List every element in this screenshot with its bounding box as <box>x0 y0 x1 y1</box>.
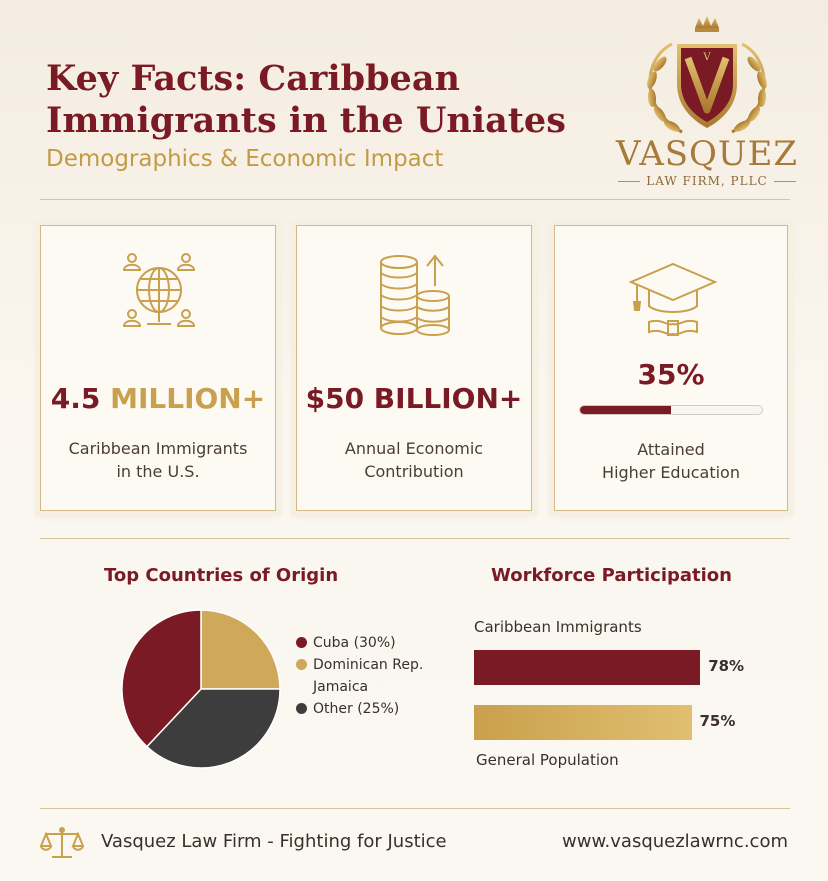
stat-card-education <box>554 225 788 511</box>
legend-item-other: Other (25%) <box>296 698 423 720</box>
legend-item-cuba: Cuba (30%) <box>296 632 423 654</box>
footer-tagline: Vasquez Law Firm - Fighting for Justice <box>101 831 447 852</box>
stat-label: Attained Higher Education <box>602 440 740 482</box>
legend-swatch <box>296 703 307 714</box>
bar-value-label: 75% <box>699 712 736 730</box>
graduation-cap-icon <box>627 260 719 336</box>
legend-item-jamaica: Jamaica <box>313 679 369 695</box>
bar-category-label: General Population <box>476 751 619 769</box>
legend-swatch <box>296 659 307 670</box>
globe-people-icon <box>119 248 199 334</box>
footer-website-link[interactable]: www.vasquezlawrnc.com <box>562 831 788 852</box>
pie-chart-title: Top Countries of Origin <box>104 565 339 586</box>
bar-general-population <box>474 705 692 740</box>
legend-item-dominican: Dominican Rep. <box>296 654 423 676</box>
education-progress-bar <box>579 405 763 415</box>
pie-legend <box>296 632 423 720</box>
scales-of-justice-icon <box>40 826 84 860</box>
shield-icon <box>677 44 737 128</box>
stat-label: Caribbean Immigrants in the U.S. <box>68 439 248 481</box>
law-firm-logo-subtitle: LAW FIRM, PLLC <box>612 174 802 188</box>
stat-card-immigrants <box>40 225 276 511</box>
footer-divider <box>40 808 790 809</box>
bar-value-label: 78% <box>708 657 745 675</box>
page-subtitle: Demographics & Economic Impact <box>46 146 444 172</box>
header-divider <box>40 199 790 200</box>
page-title: Key Facts: Caribbean Immigrants in the Uniates <box>46 58 566 141</box>
bar-chart-title: Workforce Participation <box>491 565 732 586</box>
stat-card-economic <box>296 225 532 511</box>
bar-category-label: Caribbean Immigrants <box>474 618 642 636</box>
origin-pie-chart <box>120 608 282 770</box>
pie-slice-dominican <box>201 610 280 689</box>
stat-value: $50 BILLION+ <box>305 382 523 415</box>
law-firm-logo-name: VASQUEZ <box>615 134 799 174</box>
education-progress-fill <box>580 406 671 414</box>
section-divider <box>40 538 790 539</box>
crown-icon <box>695 16 719 32</box>
legend-swatch <box>296 637 307 648</box>
bar-caribbean-immigrants <box>474 650 700 685</box>
stat-value: 4.5 MILLION+ <box>50 382 266 415</box>
coins-arrow-icon <box>379 252 455 340</box>
stat-value: 35% <box>637 358 705 391</box>
stat-label: Annual Economic Contribution <box>344 439 484 481</box>
svg-text:V: V <box>703 52 711 63</box>
